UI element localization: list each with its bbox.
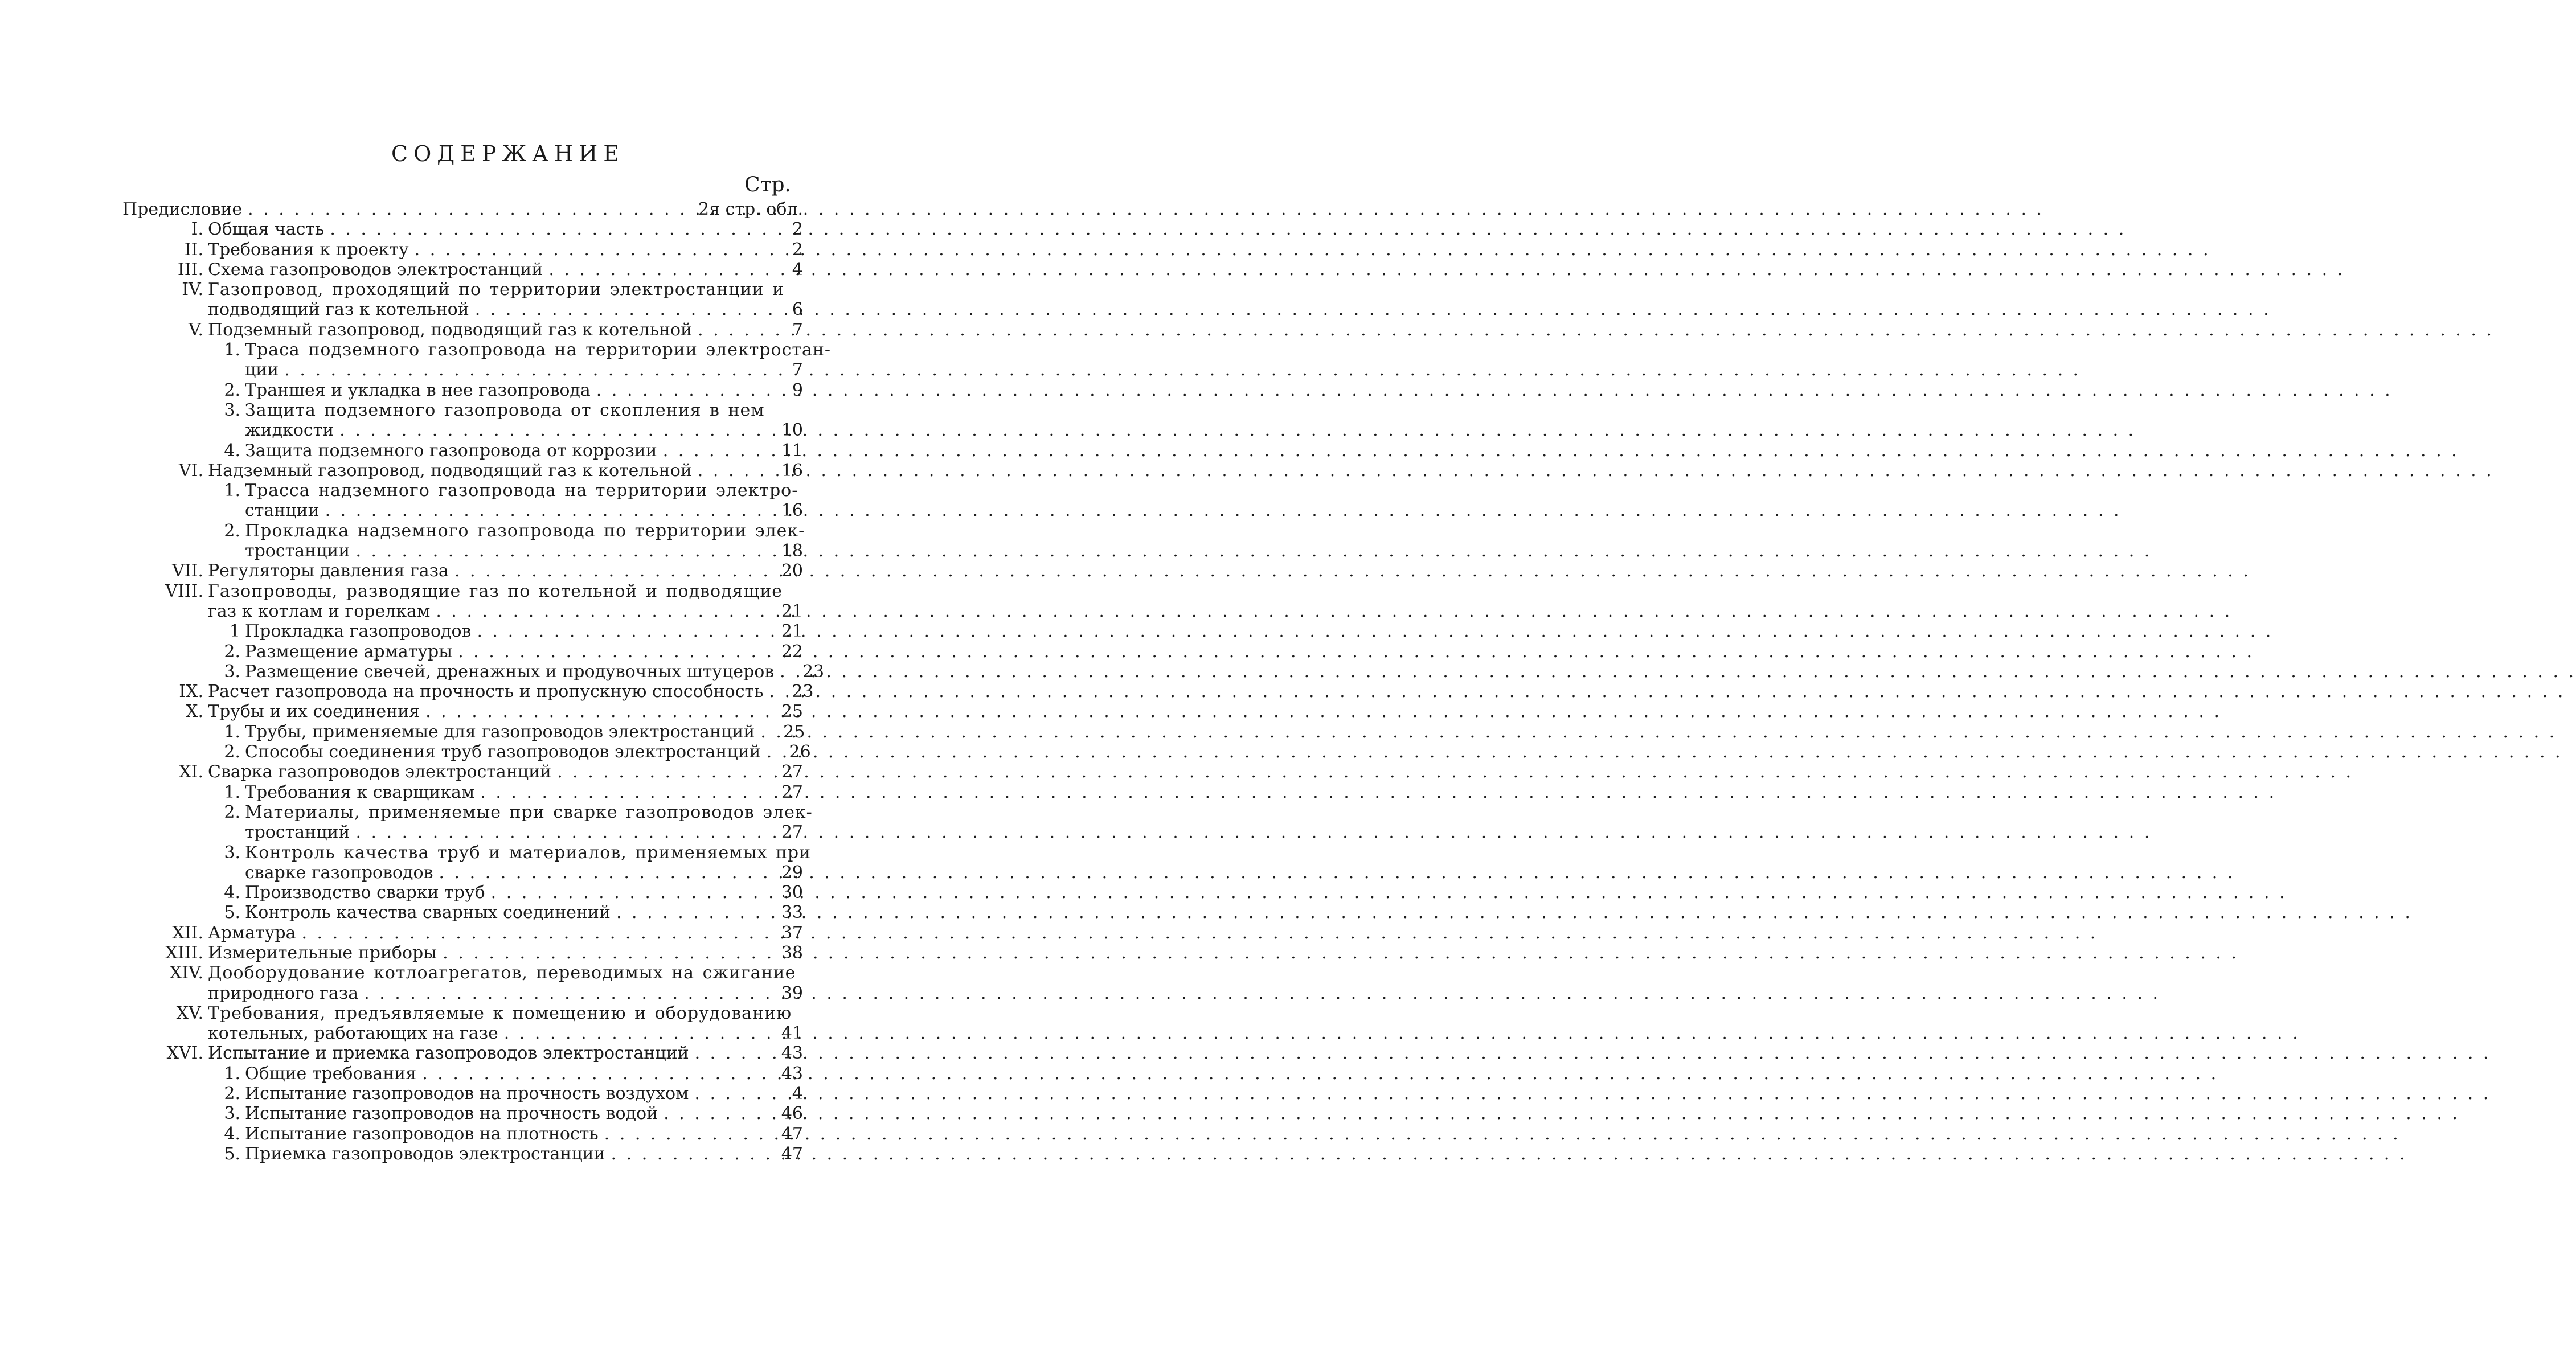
leader-dots xyxy=(471,621,770,641)
toc-entry xyxy=(122,1064,803,1084)
toc-entry-number: V. xyxy=(189,319,203,340)
toc-line xyxy=(122,903,803,922)
toc-page-number: 4 xyxy=(792,1084,803,1104)
toc-entry-number: 3. xyxy=(224,400,240,420)
toc-line xyxy=(122,1104,803,1124)
toc-page-number: 37 xyxy=(781,922,803,943)
toc-entry xyxy=(122,581,803,622)
toc-entry-title: Испытание газопроводов на плотность xyxy=(245,1124,599,1144)
toc-entry-title: Трасса надземного газопровода на территории электро- xyxy=(245,481,798,501)
toc-line xyxy=(122,642,803,662)
toc-entry xyxy=(122,280,803,320)
toc-entry-title: Испытание газопроводов на прочность воздухом xyxy=(245,1084,689,1104)
page-column-header: Стр. xyxy=(744,173,791,196)
toc-entry xyxy=(122,621,803,641)
leader-dots xyxy=(485,883,770,903)
toc-entry-title: Дооборудование котлоагрегатов, переводимых на сжигание xyxy=(208,963,796,983)
toc-entry xyxy=(122,883,803,903)
toc-page-number: 7 xyxy=(792,319,803,340)
toc-entry-number: XIV. xyxy=(169,963,203,983)
toc-entry xyxy=(122,521,803,561)
toc-entry-title: Арматура xyxy=(208,922,296,943)
toc-page-number: 41 xyxy=(781,1023,803,1044)
toc-entry-number: XVI. xyxy=(166,1043,203,1064)
toc-entry xyxy=(122,340,832,380)
toc-entry-title: Защита подземного газопровода от скопления в нем xyxy=(245,400,765,420)
toc-line xyxy=(122,842,812,863)
toc-entry xyxy=(122,923,803,943)
toc-line xyxy=(122,943,803,963)
leader-dots xyxy=(430,601,770,621)
toc-page-number: 25 xyxy=(781,702,803,722)
leader-dots xyxy=(591,380,770,400)
toc-line xyxy=(122,240,803,260)
toc-line xyxy=(122,1003,803,1023)
toc-entry-number: 1. xyxy=(224,721,240,742)
toc-entry xyxy=(122,1084,803,1104)
leader-dots xyxy=(279,360,770,380)
toc-page-number: 2я стр. обл. xyxy=(698,199,803,219)
toc-entry xyxy=(122,380,803,400)
toc-line xyxy=(122,199,803,219)
toc-entry-title: сварке газопроводов xyxy=(245,862,433,883)
toc-entry xyxy=(122,903,803,922)
toc-line xyxy=(122,541,803,561)
toc-entry-title: ции xyxy=(245,360,279,380)
toc-page-number: 46 xyxy=(781,1104,803,1124)
toc-entry-number: XIII. xyxy=(165,942,203,963)
toc-entry xyxy=(122,1104,803,1124)
toc-line xyxy=(122,280,803,300)
toc-entry-title: Сварка газопроводов электростанций xyxy=(208,762,552,782)
toc-page-number: 2 xyxy=(792,219,803,240)
toc-page-number: 27 xyxy=(781,782,803,802)
leader-dots xyxy=(763,682,780,702)
toc-entry xyxy=(122,481,803,521)
toc-entry-number: VIII. xyxy=(165,581,203,601)
toc-line xyxy=(122,621,803,641)
toc-page-number: 29 xyxy=(781,862,803,883)
toc-entry-title: Надземный газопровод, подводящий газ к котельной xyxy=(208,460,692,481)
toc-line xyxy=(122,1043,803,1063)
toc-line xyxy=(122,320,803,340)
toc-entry-title: Газопровод, проходящий по территории электростанции и xyxy=(208,280,785,300)
toc-line xyxy=(122,702,803,721)
toc-entry-title: Требования к сварщикам xyxy=(245,782,475,802)
leader-dots xyxy=(350,541,770,561)
toc-line xyxy=(122,601,803,621)
toc-entry-title: Подземный газопровод, подводящий газ к котельной xyxy=(208,319,693,340)
toc-entry xyxy=(122,219,803,239)
toc-entry xyxy=(122,682,814,702)
leader-dots xyxy=(469,300,770,319)
toc-line xyxy=(122,300,803,319)
toc-entry-number: 4. xyxy=(224,1124,240,1144)
leader-dots xyxy=(334,420,770,440)
toc-entry xyxy=(122,842,812,883)
toc-entry xyxy=(122,260,803,280)
toc-line xyxy=(122,1064,803,1084)
toc-entry-title: Требования, предъявляемые к помещению и оборудованию xyxy=(208,1003,792,1023)
toc-entry-title: газ к котлам и горелкам xyxy=(208,601,431,621)
toc-page-number: 33 xyxy=(781,903,803,923)
toc-line xyxy=(122,822,803,842)
toc-page-number: 47 xyxy=(781,1124,803,1144)
toc-entry-title: тростанций xyxy=(245,822,350,843)
leader-dots xyxy=(599,1124,770,1144)
toc-entry-title: Приемка газопроводов электростанции xyxy=(245,1143,605,1164)
toc-line xyxy=(122,722,803,742)
toc-entry xyxy=(122,461,803,481)
toc-entry-title: природного газа xyxy=(208,983,359,1003)
toc-entry-title: Газопроводы, разводящие газ по котельной и подводящие xyxy=(208,581,783,601)
toc-entry-title: котельных, работающих на газе xyxy=(208,1023,498,1044)
leader-dots xyxy=(611,903,770,922)
toc-entry-number: XV. xyxy=(176,1003,203,1023)
toc-entry-number: 4. xyxy=(224,883,240,903)
toc-page-number: 2 xyxy=(792,239,803,260)
leader-dots xyxy=(320,501,770,520)
toc-entry-number: XII. xyxy=(172,922,203,943)
toc-page-number: 9 xyxy=(792,380,803,400)
toc-entry xyxy=(122,199,803,219)
toc-page-number: 27 xyxy=(781,822,803,843)
toc-page-number: 18 xyxy=(781,541,803,561)
toc-entry-title: станции xyxy=(245,501,320,521)
toc-page-number: 21 xyxy=(781,621,803,642)
toc-line xyxy=(122,581,803,601)
toc-entry xyxy=(122,762,803,782)
toc-line xyxy=(122,782,803,802)
toc-entry xyxy=(122,802,813,843)
toc-entry-number: 2. xyxy=(224,802,240,822)
toc-entry-title: Трубы и их соединения xyxy=(208,702,420,722)
toc-entry-number: 1. xyxy=(224,1063,240,1084)
toc-entry-number: 3. xyxy=(224,1104,240,1124)
table-of-contents xyxy=(122,199,832,1164)
toc-entry-number: II. xyxy=(184,239,203,260)
toc-entry-number: 2. xyxy=(224,742,240,762)
toc-page-number: 16 xyxy=(781,501,803,521)
toc-entry-title: Защита подземного газопровода от коррозии xyxy=(245,440,657,461)
leader-dots xyxy=(474,782,770,802)
toc-line xyxy=(122,441,803,461)
leader-dots xyxy=(657,441,770,461)
toc-entry xyxy=(122,722,803,742)
toc-entry xyxy=(122,943,803,963)
leader-dots xyxy=(324,219,770,239)
leader-dots xyxy=(774,662,791,682)
toc-entry-number: 1. xyxy=(224,782,240,802)
leader-dots xyxy=(755,722,772,742)
toc-entry-title: Материалы, применяемые при сварке газопроводов элек- xyxy=(245,802,813,822)
toc-entry xyxy=(122,661,825,682)
toc-entry-title: Трубы, применяемые для газопроводов электростанций xyxy=(245,721,755,742)
document-page xyxy=(0,0,1016,1353)
toc-entry-number: I. xyxy=(191,219,203,240)
toc-page-number: 23 xyxy=(802,661,825,682)
toc-entry-title: Производство сварки труб xyxy=(245,883,485,903)
leader-dots xyxy=(296,923,770,943)
leader-dots xyxy=(242,199,694,219)
toc-entry-number: 3. xyxy=(224,842,240,863)
toc-page-number: 22 xyxy=(781,641,803,662)
toc-entry-number: 5. xyxy=(224,903,240,923)
toc-line xyxy=(122,1084,803,1104)
toc-line xyxy=(122,963,803,983)
toc-page-number: 7 xyxy=(792,360,803,380)
toc-line xyxy=(122,521,803,541)
toc-entry-number: VII. xyxy=(172,561,203,581)
toc-entry-number: 1. xyxy=(224,481,240,501)
toc-page-number: 16 xyxy=(781,460,803,481)
toc-line xyxy=(122,260,803,280)
leader-dots xyxy=(551,762,770,782)
toc-entry-title: Предисловие xyxy=(122,199,243,219)
toc-entry xyxy=(122,1003,803,1044)
toc-page-number: 20 xyxy=(781,561,803,581)
toc-line xyxy=(122,682,814,702)
toc-line xyxy=(122,380,803,400)
toc-entry xyxy=(122,642,803,662)
toc-line xyxy=(122,863,803,883)
toc-page-number: 10 xyxy=(781,420,803,441)
toc-page-number: 43 xyxy=(781,1043,803,1064)
toc-line xyxy=(122,561,803,581)
toc-line xyxy=(122,923,803,943)
toc-entry xyxy=(122,400,803,441)
toc-line xyxy=(122,1023,803,1043)
toc-entry-number: 5. xyxy=(224,1143,240,1164)
toc-entry-title: Требования к проекту xyxy=(208,239,409,260)
toc-page-number: 39 xyxy=(781,983,803,1003)
page-title: СОДЕРЖАНИЕ xyxy=(391,141,625,166)
toc-entry-number: 4. xyxy=(224,440,240,461)
toc-line xyxy=(122,340,832,360)
toc-page-number: 6 xyxy=(792,300,803,320)
toc-entry-title: Размещение арматуры xyxy=(245,641,453,662)
toc-page-number: 47 xyxy=(781,1143,803,1164)
leader-dots xyxy=(761,742,778,762)
leader-dots xyxy=(437,943,770,963)
toc-entry-number: 3. xyxy=(224,661,240,682)
toc-entry xyxy=(122,742,811,762)
leader-dots xyxy=(433,863,770,883)
toc-entry xyxy=(122,561,803,581)
toc-entry-title: Прокладка газопроводов xyxy=(245,621,472,642)
toc-entry-title: Схема газопроводов электростанций xyxy=(208,259,543,280)
toc-entry-title: Испытание газопроводов на прочность водой xyxy=(245,1104,658,1124)
leader-dots xyxy=(498,1023,770,1043)
toc-line xyxy=(122,802,813,822)
toc-entry-title: Размещение свечей, дренажных и продувочных штуцеров xyxy=(245,661,775,682)
toc-page-number: 23 xyxy=(792,682,814,702)
leader-dots xyxy=(605,1144,770,1164)
toc-page-number: 43 xyxy=(781,1063,803,1084)
toc-entry-title: Прокладка надземного газопровода по территории элек- xyxy=(245,520,805,541)
toc-entry-number: VI. xyxy=(178,460,203,481)
toc-entry-title: Контроль качества сварных соединений xyxy=(245,903,611,923)
leader-dots xyxy=(420,702,770,721)
toc-entry xyxy=(122,1144,803,1164)
toc-entry-title: Траса подземного газопровода на территории электростан- xyxy=(245,340,832,360)
toc-entry-number: IV. xyxy=(182,280,203,300)
toc-line xyxy=(122,1144,803,1164)
toc-line xyxy=(122,883,803,903)
toc-entry xyxy=(122,441,803,461)
toc-line xyxy=(122,501,803,520)
toc-entry-title: Способы соединения труб газопроводов электростанций xyxy=(245,742,761,762)
toc-line xyxy=(122,420,803,440)
toc-line xyxy=(122,762,803,782)
toc-entry-number: 2. xyxy=(224,1084,240,1104)
toc-entry-number: 1 xyxy=(229,621,240,642)
toc-entry-number: X. xyxy=(186,702,203,722)
toc-page-number: 38 xyxy=(781,942,803,963)
toc-entry xyxy=(122,1124,803,1144)
toc-entry-title: Испытание и приемка газопроводов электростанций xyxy=(208,1043,689,1064)
leader-dots xyxy=(358,983,770,1003)
toc-line xyxy=(122,742,811,762)
toc-entry-title: Общие требования xyxy=(245,1063,417,1084)
toc-entry-title: Общая часть xyxy=(208,219,325,240)
toc-entry-number: 2. xyxy=(224,520,240,541)
leader-dots xyxy=(416,1064,770,1084)
toc-page-number: 30 xyxy=(781,883,803,903)
toc-line xyxy=(122,481,803,501)
leader-dots xyxy=(449,561,770,581)
toc-entry xyxy=(122,702,803,721)
toc-line xyxy=(122,983,803,1003)
leader-dots xyxy=(689,1084,770,1104)
toc-entry-title: жидкости xyxy=(245,420,334,441)
toc-page-number: 4 xyxy=(792,259,803,280)
toc-entry-number: 1. xyxy=(224,340,240,360)
toc-entry xyxy=(122,320,803,340)
toc-entry-title: Измерительные приборы xyxy=(208,942,437,963)
toc-entry-number: III. xyxy=(177,259,203,280)
toc-entry-title: подводящий газ к котельной xyxy=(208,300,469,320)
toc-page-number: 27 xyxy=(781,762,803,782)
toc-entry-number: 2. xyxy=(224,380,240,400)
toc-page-number: 11 xyxy=(781,440,803,461)
toc-entry xyxy=(122,782,803,802)
toc-entry-title: Траншея и укладка в нее газопровода xyxy=(245,380,591,400)
toc-entry-number: 2. xyxy=(224,641,240,662)
toc-entry-number: IX. xyxy=(179,682,203,702)
leader-dots xyxy=(409,240,770,260)
toc-line xyxy=(122,661,825,682)
leader-dots xyxy=(689,1043,770,1063)
toc-page-number: 21 xyxy=(781,601,803,621)
toc-entry xyxy=(122,240,803,260)
toc-entry-title: Контроль качества труб и материалов, применяемых при xyxy=(245,842,812,863)
toc-entry-title: Расчет газопровода на прочность и пропускную способность xyxy=(208,682,764,702)
toc-line xyxy=(122,400,803,420)
toc-page-number: 25 xyxy=(783,721,805,742)
toc-entry xyxy=(122,963,803,1003)
leader-dots xyxy=(543,260,770,280)
leader-dots xyxy=(658,1104,770,1124)
leader-dots xyxy=(350,822,770,842)
toc-entry-title: тростанции xyxy=(245,541,350,561)
toc-line xyxy=(122,360,803,380)
leader-dots xyxy=(692,320,770,340)
toc-entry-title: Регуляторы давления газа xyxy=(208,561,449,581)
toc-line xyxy=(122,1124,803,1144)
toc-entry-number: XI. xyxy=(179,762,203,782)
toc-line xyxy=(122,219,803,239)
toc-entry xyxy=(122,1043,803,1063)
toc-page-number: 26 xyxy=(789,742,811,762)
toc-line xyxy=(122,461,803,481)
leader-dots xyxy=(692,461,770,481)
leader-dots xyxy=(452,642,770,662)
